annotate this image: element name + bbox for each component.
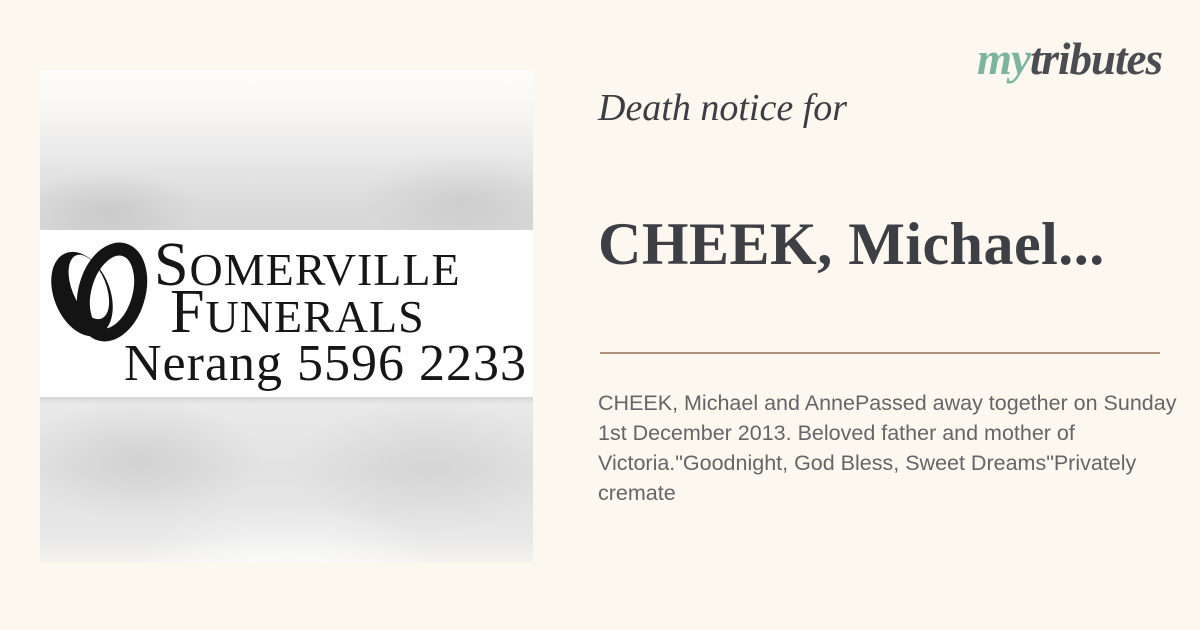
mytributes-logo-my: my	[976, 34, 1030, 84]
interlocking-rings-heart-icon	[46, 238, 153, 346]
notice-description-line: Victoria."Goodnight, God Bless, Sweet Dreams"Privately	[598, 451, 1137, 475]
funeral-home-logo-band	[40, 230, 533, 397]
funeral-home-name	[154, 231, 461, 346]
funeral-home-name-line2: FUNERALS	[170, 278, 425, 346]
notice-image-blur-bottom	[40, 397, 533, 562]
funeral-home-name-line1: SOMERVILLE	[154, 231, 461, 299]
mytributes-logo	[977, 33, 1162, 85]
funeral-home-phone: Nerang 5596 2233	[124, 335, 528, 392]
notice-description-line: CHEEK, Michael and AnnePassed away together on Sunday	[598, 391, 1177, 415]
notice-description	[598, 388, 1198, 508]
notice-image	[40, 70, 533, 562]
notice-image-blur-top	[40, 70, 533, 230]
notice-description-line: cremate	[598, 481, 676, 505]
mytributes-logo-tributes: tributes	[1029, 34, 1162, 84]
notice-description-line: 1st December 2013. Beloved father and mother of	[598, 421, 1075, 445]
page-title: CHEEK, Michael...	[598, 211, 1105, 277]
notice-type-label: Death notice for	[598, 87, 848, 129]
divider	[600, 352, 1160, 354]
